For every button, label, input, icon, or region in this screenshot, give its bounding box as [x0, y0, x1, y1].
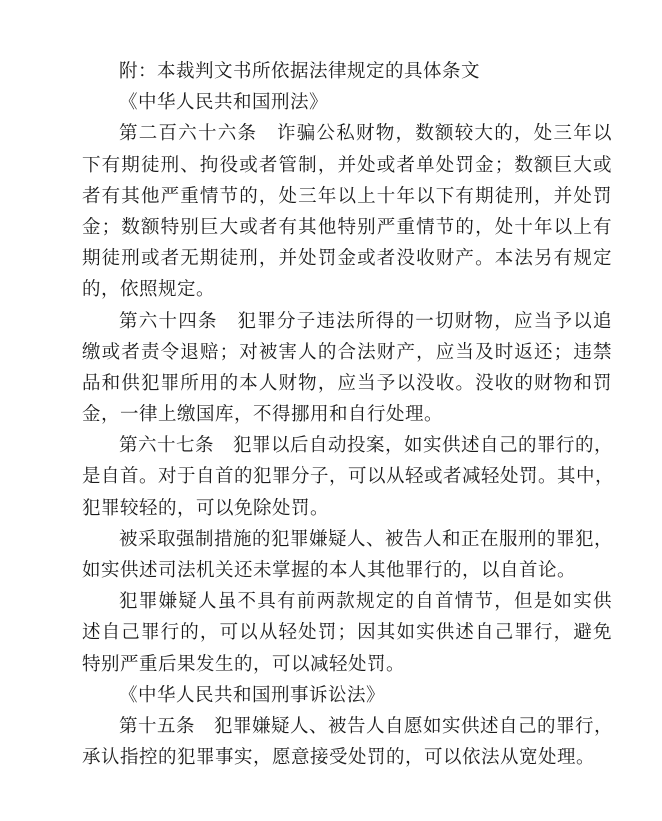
article-line: 缴或者责令退赔；对被害人的合法财产，应当及时返还；违禁 — [82, 341, 612, 363]
article-67-paragraph-3 — [82, 586, 612, 680]
article-64 — [82, 306, 612, 431]
article-266 — [82, 118, 612, 305]
article-line: 者有其他严重情节的，处三年以上十年以下有期徒刑，并处罚 — [82, 185, 612, 207]
appendix-heading: 附：本裁判文书所依据法律规定的具体条文 — [119, 61, 481, 82]
article-line: 金，一律上缴国库，不得挪用和自行处理。 — [82, 404, 444, 426]
law-title-criminal-law: 《中华人民共和国刑法》 — [119, 92, 329, 114]
article-line: 承认指控的犯罪事实，愿意接受处罚的，可以依法从宽处理。 — [82, 747, 596, 769]
article-line: 第二百六十六条 诈骗公私财物，数额较大的，处三年以 — [119, 123, 612, 145]
article-line: 特别严重后果发生的，可以减轻处罚。 — [82, 653, 406, 675]
article-line: 犯罪嫌疑人虽不具有前两款规定的自首情节，但是如实供 — [119, 591, 612, 613]
article-line: 的，依照规定。 — [82, 279, 216, 301]
article-line: 第六十四条 犯罪分子违法所得的一切财物，应当予以追 — [119, 310, 612, 332]
article-15 — [82, 711, 612, 773]
law-title-criminal-procedure-law: 《中华人民共和国刑事诉讼法》 — [119, 684, 386, 706]
article-line: 期徒刑或者无期徒刑，并处罚金或者没收财产。本法另有规定 — [82, 248, 612, 270]
article-67-paragraph-2 — [82, 524, 612, 586]
article-line: 述自己罪行的，可以从轻处罚；因其如实供述自己罪行，避免 — [82, 622, 612, 644]
article-line: 下有期徒刑、拘役或者管制，并处或者单处罚金；数额巨大或 — [82, 154, 612, 176]
article-line: 犯罪较轻的，可以免除处罚。 — [82, 497, 330, 519]
article-line: 是自首。对于自首的犯罪分子，可以从轻或者减轻处罚。其中， — [82, 466, 615, 488]
article-line: 被采取强制措施的犯罪嫌疑人、被告人和正在服刑的罪犯， — [119, 528, 614, 550]
article-67-paragraph-1 — [82, 430, 615, 524]
article-line: 金；数额特别巨大或者有其他特别严重情节的，处十年以上有 — [82, 216, 612, 238]
article-line: 品和供犯罪所用的本人财物，应当予以没收。没收的财物和罚 — [82, 372, 612, 394]
article-line: 第六十七条 犯罪以后自动投案，如实供述自己的罪行的， — [119, 435, 614, 457]
article-line: 第十五条 犯罪嫌疑人、被告人自愿如实供述自己的罪行， — [119, 715, 614, 737]
article-line: 如实供述司法机关还未掌握的本人其他罪行的，以自首论。 — [82, 560, 577, 581]
